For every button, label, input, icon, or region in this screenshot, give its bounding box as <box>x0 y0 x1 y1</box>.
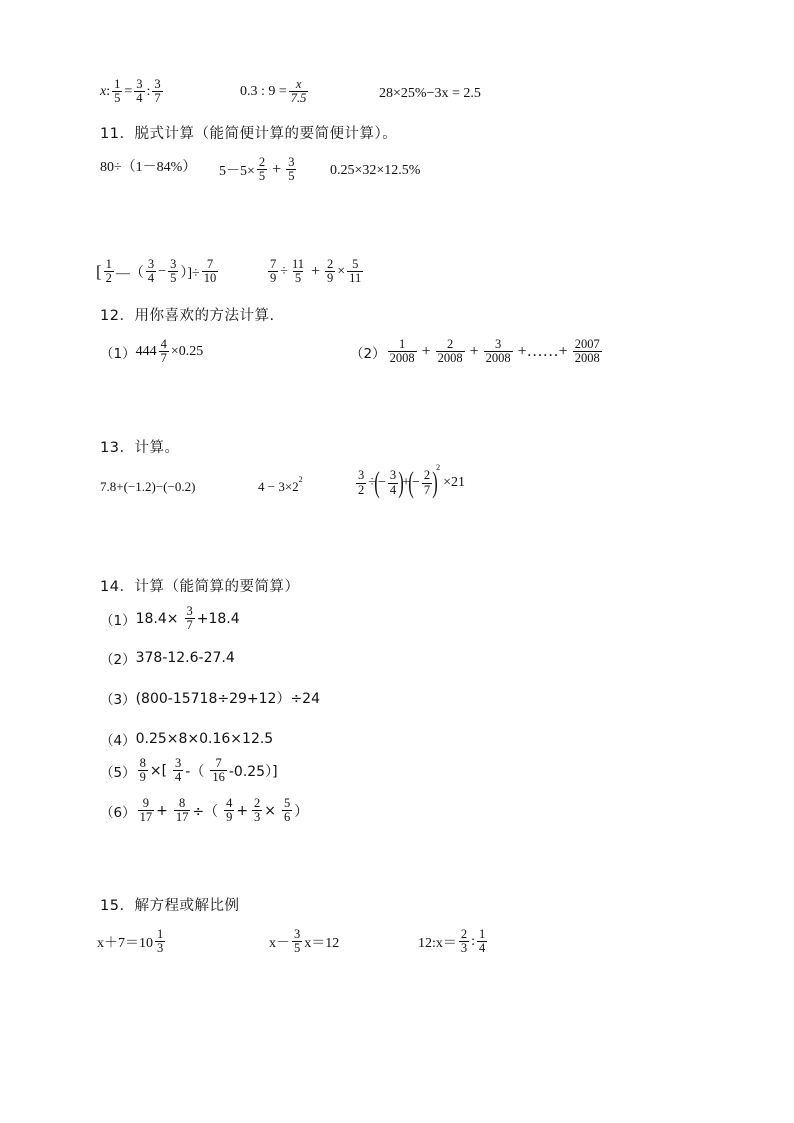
proportion-1: x : $\frac{1}{5}$ = $\frac{3}{4}$ : $\frac{3}{7}$ <box>100 77 161 106</box>
question-12-title: 12．用你喜欢的方法计算. <box>100 308 275 324</box>
proportion-2: 0.3 : 9 = $\frac{x}{7.5}$ <box>240 77 307 106</box>
fraction: $\frac{5}{11}$ <box>349 257 362 286</box>
fraction: $\frac{7}{10}$ <box>203 257 217 286</box>
fraction: $\frac{11}{5}$ <box>291 257 304 286</box>
question-13-title: 13．计算。 <box>100 440 180 456</box>
q14-part-4: （4） 0.25×8×0.16×12.5 <box>100 731 274 749</box>
fraction: $\frac{2}{2008}$ <box>437 337 463 366</box>
fraction: $\frac{8}{9}$ <box>139 756 146 785</box>
right-paren: ) <box>398 466 404 499</box>
fraction: $\frac{3}{4}$ <box>389 468 397 497</box>
fraction: $\frac{3}{2008}$ <box>485 337 511 366</box>
right-paren: ) <box>432 466 438 499</box>
fraction: $\frac{x}{7.5}$ <box>290 77 307 106</box>
q12-part-2: （2） $\frac{1}{2008}$ + $\frac{2}{2008}$ + $\frac{3}{2008}$ +……+ $\frac{2007}{2008}$ <box>350 337 600 366</box>
q15-equation-2: x－ $\frac{3}{5}$ x＝12 <box>269 927 340 956</box>
q11-expr-3: 0.25×32×12.5% <box>330 163 421 178</box>
left-paren: ( <box>408 466 414 499</box>
question-11-title: 11．脱式计算（能简便计算的要简便计算）。 <box>100 126 398 142</box>
q11-expr-5: $\frac{7}{9}$ ÷ $\frac{11}{5}$ + $\frac{2}{9}$ × $\frac{5}{11}$ <box>270 257 362 286</box>
fraction: $\frac{2}{7}$ <box>423 468 431 497</box>
q11-expr-1: 80÷（1－84%） <box>100 160 197 175</box>
fraction: $\frac{3}{5}$ <box>170 257 177 286</box>
q13-expr-2: 4 − 3×2 2 <box>258 474 303 494</box>
fraction: $\frac{2007}{2008}$ <box>574 337 600 366</box>
fraction: $\frac{3}{7}$ <box>154 77 161 106</box>
fraction: $\frac{5}{6}$ <box>284 796 291 825</box>
fraction: $\frac{1}{2008}$ <box>389 337 415 366</box>
left-paren: ( <box>374 466 380 499</box>
q14-part-2: （2） 378-12.6-27.4 <box>100 650 235 668</box>
fraction: $\frac{3}{2}$ <box>358 468 365 497</box>
fraction: $\frac{1}{2}$ <box>105 257 112 286</box>
fraction: $\frac{2}{5}$ <box>258 155 266 184</box>
fraction: $\frac{3}{4}$ <box>147 257 155 286</box>
fraction: $\frac{1}{5}$ <box>114 77 121 106</box>
question-14-title: 14．计算（能简算的要简算） <box>100 579 300 595</box>
fraction: $\frac{3}{5}$ <box>288 155 295 184</box>
q11-expr-4: [ $\frac{1}{2}$ —（ $\frac{3}{4}$ − $\frac{3}{5}$ ）]÷ $\frac{7}{10}$ <box>96 257 217 286</box>
fraction: $\frac{3}{5}$ <box>294 927 301 956</box>
mixed-fraction: $\frac{1}{3}$ <box>157 927 164 956</box>
fraction: $\frac{2}{3}$ <box>460 927 468 956</box>
q14-part-5: （5） $\frac{8}{9}$ ×[ $\frac{3}{4}$ -（ $\frac{7}{16}$ -0.25）] <box>100 756 278 785</box>
fraction: $\frac{1}{4}$ <box>479 927 486 956</box>
equation-3: 28×25%−3x = 2.5 <box>379 86 481 101</box>
fraction: $\frac{2}{9}$ <box>327 257 334 286</box>
fraction: $\frac{3}{7}$ <box>186 604 193 633</box>
q15-equation-3: 12:x＝ $\frac{2}{3}$ : $\frac{1}{4}$ <box>418 927 486 956</box>
fraction: $\frac{3}{4}$ <box>136 77 143 106</box>
q15-equation-1: x＋7＝10 $\frac{1}{3}$ <box>97 927 164 956</box>
q12-part-1: （1） 444 $\frac{4}{7}$ ×0.25 <box>100 337 204 366</box>
fraction: $\frac{4}{9}$ <box>226 796 233 825</box>
mixed-fraction: $\frac{4}{7}$ <box>160 337 167 366</box>
fraction: $\frac{7}{9}$ <box>270 257 277 286</box>
q11-expr-2: 5－5× $\frac{2}{5}$ + $\frac{3}{5}$ <box>219 155 295 184</box>
q14-part-6: （6） $\frac{9}{17}$ + $\frac{8}{17}$ ÷（ $\frac{4}{9}$ + $\frac{2}{3}$ × $\frac{5}{6}$ ） <box>100 796 309 825</box>
q14-part-3: （3） (800-15718÷29+12）÷24 <box>100 691 320 708</box>
fraction: $\frac{3}{4}$ <box>175 756 182 785</box>
q14-part-1: （1） 18.4× $\frac{3}{7}$ +18.4 <box>100 604 240 633</box>
q13-expr-1: 7.8+(−1.2)−(−0.2) <box>100 479 196 494</box>
question-15-title: 15．解方程或解比例 <box>100 898 240 914</box>
fraction: $\frac{9}{17}$ <box>139 796 153 825</box>
fraction: $\frac{8}{17}$ <box>175 796 189 825</box>
fraction: $\frac{7}{16}$ <box>212 756 225 785</box>
fraction: $\frac{2}{3}$ <box>254 796 261 825</box>
q13-expr-3: $\frac{3}{2}$ ÷ ( − $\frac{3}{4}$ ) + ( − $\frac{2}{7}$ ) 2 ×21 <box>358 462 466 499</box>
